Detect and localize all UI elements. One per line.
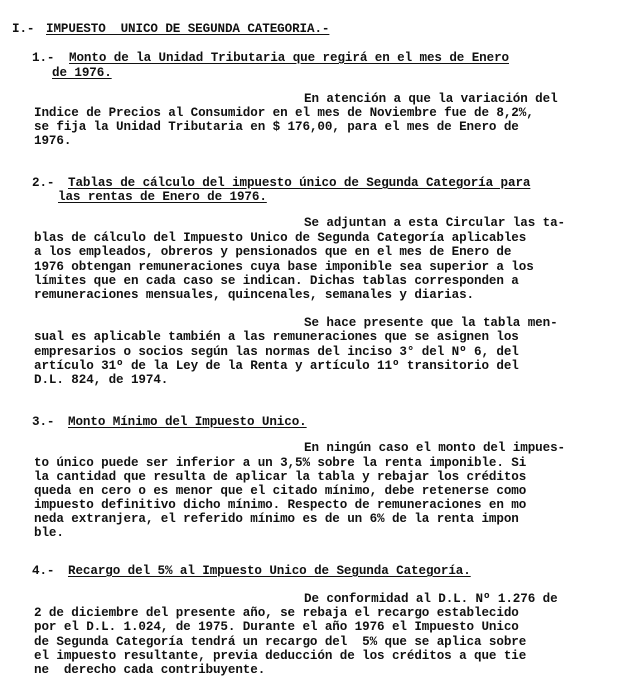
- section-1-heading-cont: de 1976.: [52, 66, 112, 80]
- section-3-p1-l6: neda extranjera, el referido mínimo es de un 6% de la renta impon: [34, 512, 519, 526]
- section-4-p1-l3: por el D.L. 1.024, de 1975. Durante el año 1976 el Impuesto Unico: [34, 620, 519, 634]
- section-1-p1-l3: se fija la Unidad Tributaria en $ 176,00, para el mes de Enero de: [34, 120, 519, 134]
- section-4-p1-l4: de Segunda Categoría tendrá un recargo del 5% que se aplica sobre: [34, 635, 527, 649]
- section-3-number: 3.-: [32, 415, 55, 429]
- section-3-p1-l5: impuesto definitivo dicho mínimo. Respecto de remuneraciones en mo: [34, 498, 527, 512]
- section-2-p1-l3: a los empleados, obreros y pensionados que en el mes de Enero de: [34, 245, 512, 259]
- section-2-p2-l4: artículo 31º de la Ley de la Renta y artículo 11º transitorio del: [34, 359, 519, 373]
- section-1-p1-l2: Indice de Precios al Consumidor en el mes de Noviembre fue de 8,2%,: [34, 106, 534, 120]
- section-3-p1-l3: la cantidad que resulta de aplicar la tabla y rebajar los créditos: [34, 470, 527, 484]
- section-4-number: 4.-: [32, 564, 55, 578]
- section-3-p1-l1: En ningún caso el monto del impues-: [304, 441, 566, 455]
- section-2-p2-l1: Se hace presente que la tabla men-: [304, 316, 558, 330]
- section-1-number: 1.-: [32, 51, 55, 65]
- section-3-p1-l4: queda en cero o es menor que el citado mínimo, debe retenerse como: [34, 484, 527, 498]
- section-4-p1-l6: ne derecho cada contribuyente.: [34, 663, 266, 677]
- title-number: I.-: [12, 22, 35, 36]
- section-2-p2-l5: D.L. 824, de 1974.: [34, 373, 169, 387]
- section-1-p1-l4: 1976.: [34, 134, 72, 148]
- section-4-p1-l2: 2 de diciembre del presente año, se rebaja el recargo establecido: [34, 606, 519, 620]
- section-2-p2-l3: empresarios o socios según las normas del inciso 3° del Nº 6, del: [34, 345, 519, 359]
- section-3-p1-l7: ble.: [34, 526, 64, 540]
- section-2-heading: Tablas de cálculo del impuesto único de Segunda Categoría para: [68, 176, 531, 190]
- section-1-heading: Monto de la Unidad Tributaria que regirá en el mes de Enero: [69, 51, 509, 65]
- section-4-p1-l1: De conformidad al D.L. Nº 1.276 de: [304, 592, 558, 606]
- section-3-heading: Monto Mínimo del Impuesto Unico.: [68, 415, 307, 429]
- section-4-heading: Recargo del 5% al Impuesto Unico de Segunda Categoría.: [68, 564, 471, 578]
- section-2-p1-l4: 1976 obtengan remuneraciones cuya base imponible sea superior a los: [34, 260, 534, 274]
- section-2-p1-l5: límites que en cada caso se indican. Dichas tablas corresponden a: [34, 274, 519, 288]
- section-2-number: 2.-: [32, 176, 55, 190]
- section-2-p1-l6: remuneraciones mensuales, quincenales, semanales y diarias.: [34, 288, 474, 302]
- document-title: IMPUESTO UNICO DE SEGUNDA CATEGORIA.-: [46, 22, 330, 36]
- section-2-heading-cont: las rentas de Enero de 1976.: [58, 190, 267, 204]
- section-2-p1-l1: Se adjuntan a esta Circular las ta-: [304, 216, 566, 230]
- section-2-p1-l2: blas de cálculo del Impuesto Unico de Segunda Categoría aplicables: [34, 231, 527, 245]
- section-3-p1-l2: to único puede ser inferior a un 3,5% sobre la renta imponible. Si: [34, 456, 527, 470]
- section-4-p1-l5: el impuesto resultante, previa deducción de los créditos a que tie: [34, 649, 527, 663]
- section-1-p1-l1: En atención a que la variación del: [304, 92, 558, 106]
- section-2-p2-l2: sual es aplicable también a las remuneraciones que se asignen los: [34, 330, 519, 344]
